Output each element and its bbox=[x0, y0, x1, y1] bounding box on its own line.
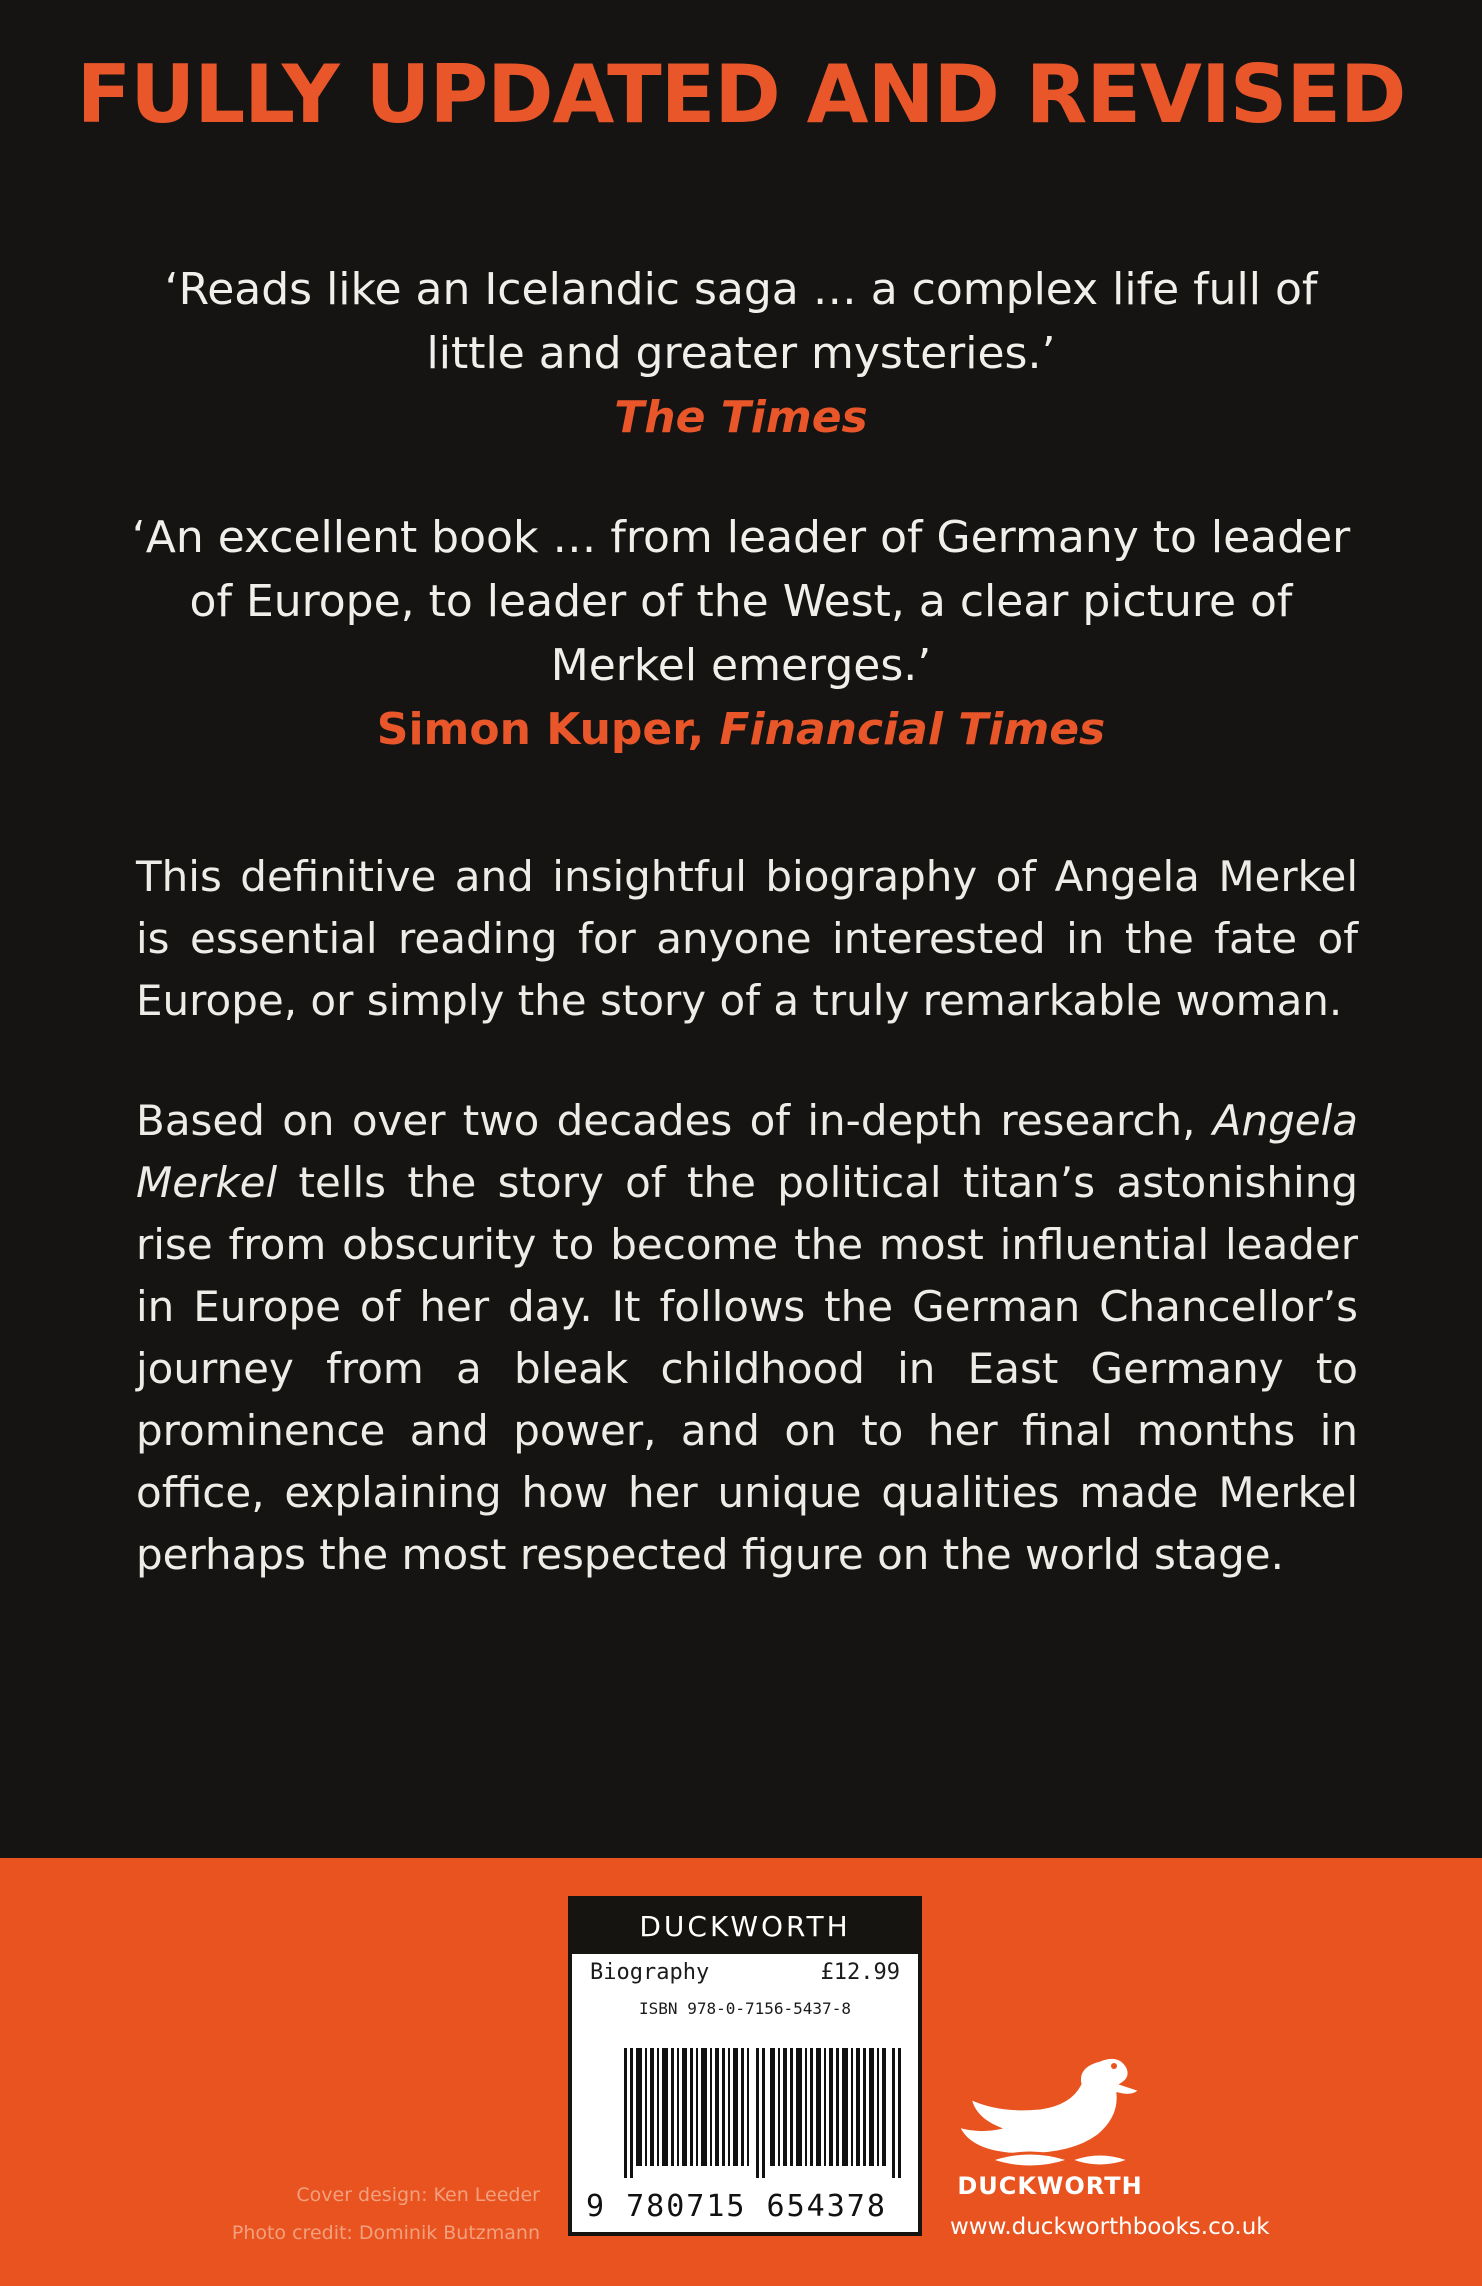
barcode-publisher: DUCKWORTH bbox=[572, 1900, 918, 1954]
headline: FULLY UPDATED AND REVISED bbox=[76, 48, 1406, 141]
barcode-category: Biography bbox=[590, 1960, 710, 1985]
duck-logo-icon bbox=[950, 2040, 1150, 2190]
blurb-rest: tells the story of the political titan’s astonishing rise from obscurity to become the most influential leader in Europe of her day. It follows the German Chancellor’s journey from a bleak childhood in East Germany to prominence and power, and on to her final months in office, explaining how her unique qualities made Merkel perhaps the most respected figure on the world stage. bbox=[136, 1158, 1358, 1579]
review-quote-2 bbox=[130, 506, 1352, 762]
photo-credit: Photo credit: Dominik Butzmann bbox=[231, 2222, 540, 2244]
book-title: Angela Merkel bbox=[136, 1096, 1358, 1207]
barcode-info-row bbox=[572, 1954, 918, 1985]
quote-text: ‘An excellent book … from leader of Germany to leader of Europe, to leader of the West, a clear picture of Merkel emerges.’ bbox=[131, 512, 1351, 691]
quote-publication: The Times bbox=[614, 392, 868, 443]
review-quote-1 bbox=[130, 258, 1352, 450]
quote-attribution bbox=[130, 698, 1352, 762]
blurb-paragraph-2 bbox=[136, 1090, 1358, 1586]
publisher-url: www.duckworthbooks.co.uk bbox=[950, 2214, 1270, 2240]
quote-attribution bbox=[130, 386, 1352, 450]
quote-publication: Financial Times bbox=[719, 704, 1106, 755]
barcode-price: £12.99 bbox=[820, 1960, 900, 1985]
cover-credits bbox=[150, 2176, 540, 2252]
blurb-paragraph-1: This definitive and insightful biography of Angela Merkel is essential reading for anyone interested in the fate of Europe, or simply the story of a truly remarkable woman. bbox=[136, 852, 1358, 1025]
barcode-panel bbox=[568, 1896, 922, 2236]
blurb-lead: Based on over two decades of in-depth research, bbox=[136, 1096, 1213, 1145]
quote-text: ‘Reads like an Icelandic saga … a complex life full of little and greater mysteries.’ bbox=[164, 264, 1318, 379]
quote-author: Simon Kuper, bbox=[376, 704, 720, 755]
barcode-bars bbox=[624, 2048, 904, 2178]
publisher-logo-text: DUCKWORTH bbox=[957, 2172, 1143, 2200]
cover-design-credit: Cover design: Ken Leeder bbox=[296, 2184, 540, 2206]
barcode-digits: 9 780715 654378 bbox=[586, 2189, 887, 2224]
barcode-isbn: ISBN 978-0-7156-5437-8 bbox=[639, 1999, 851, 2018]
